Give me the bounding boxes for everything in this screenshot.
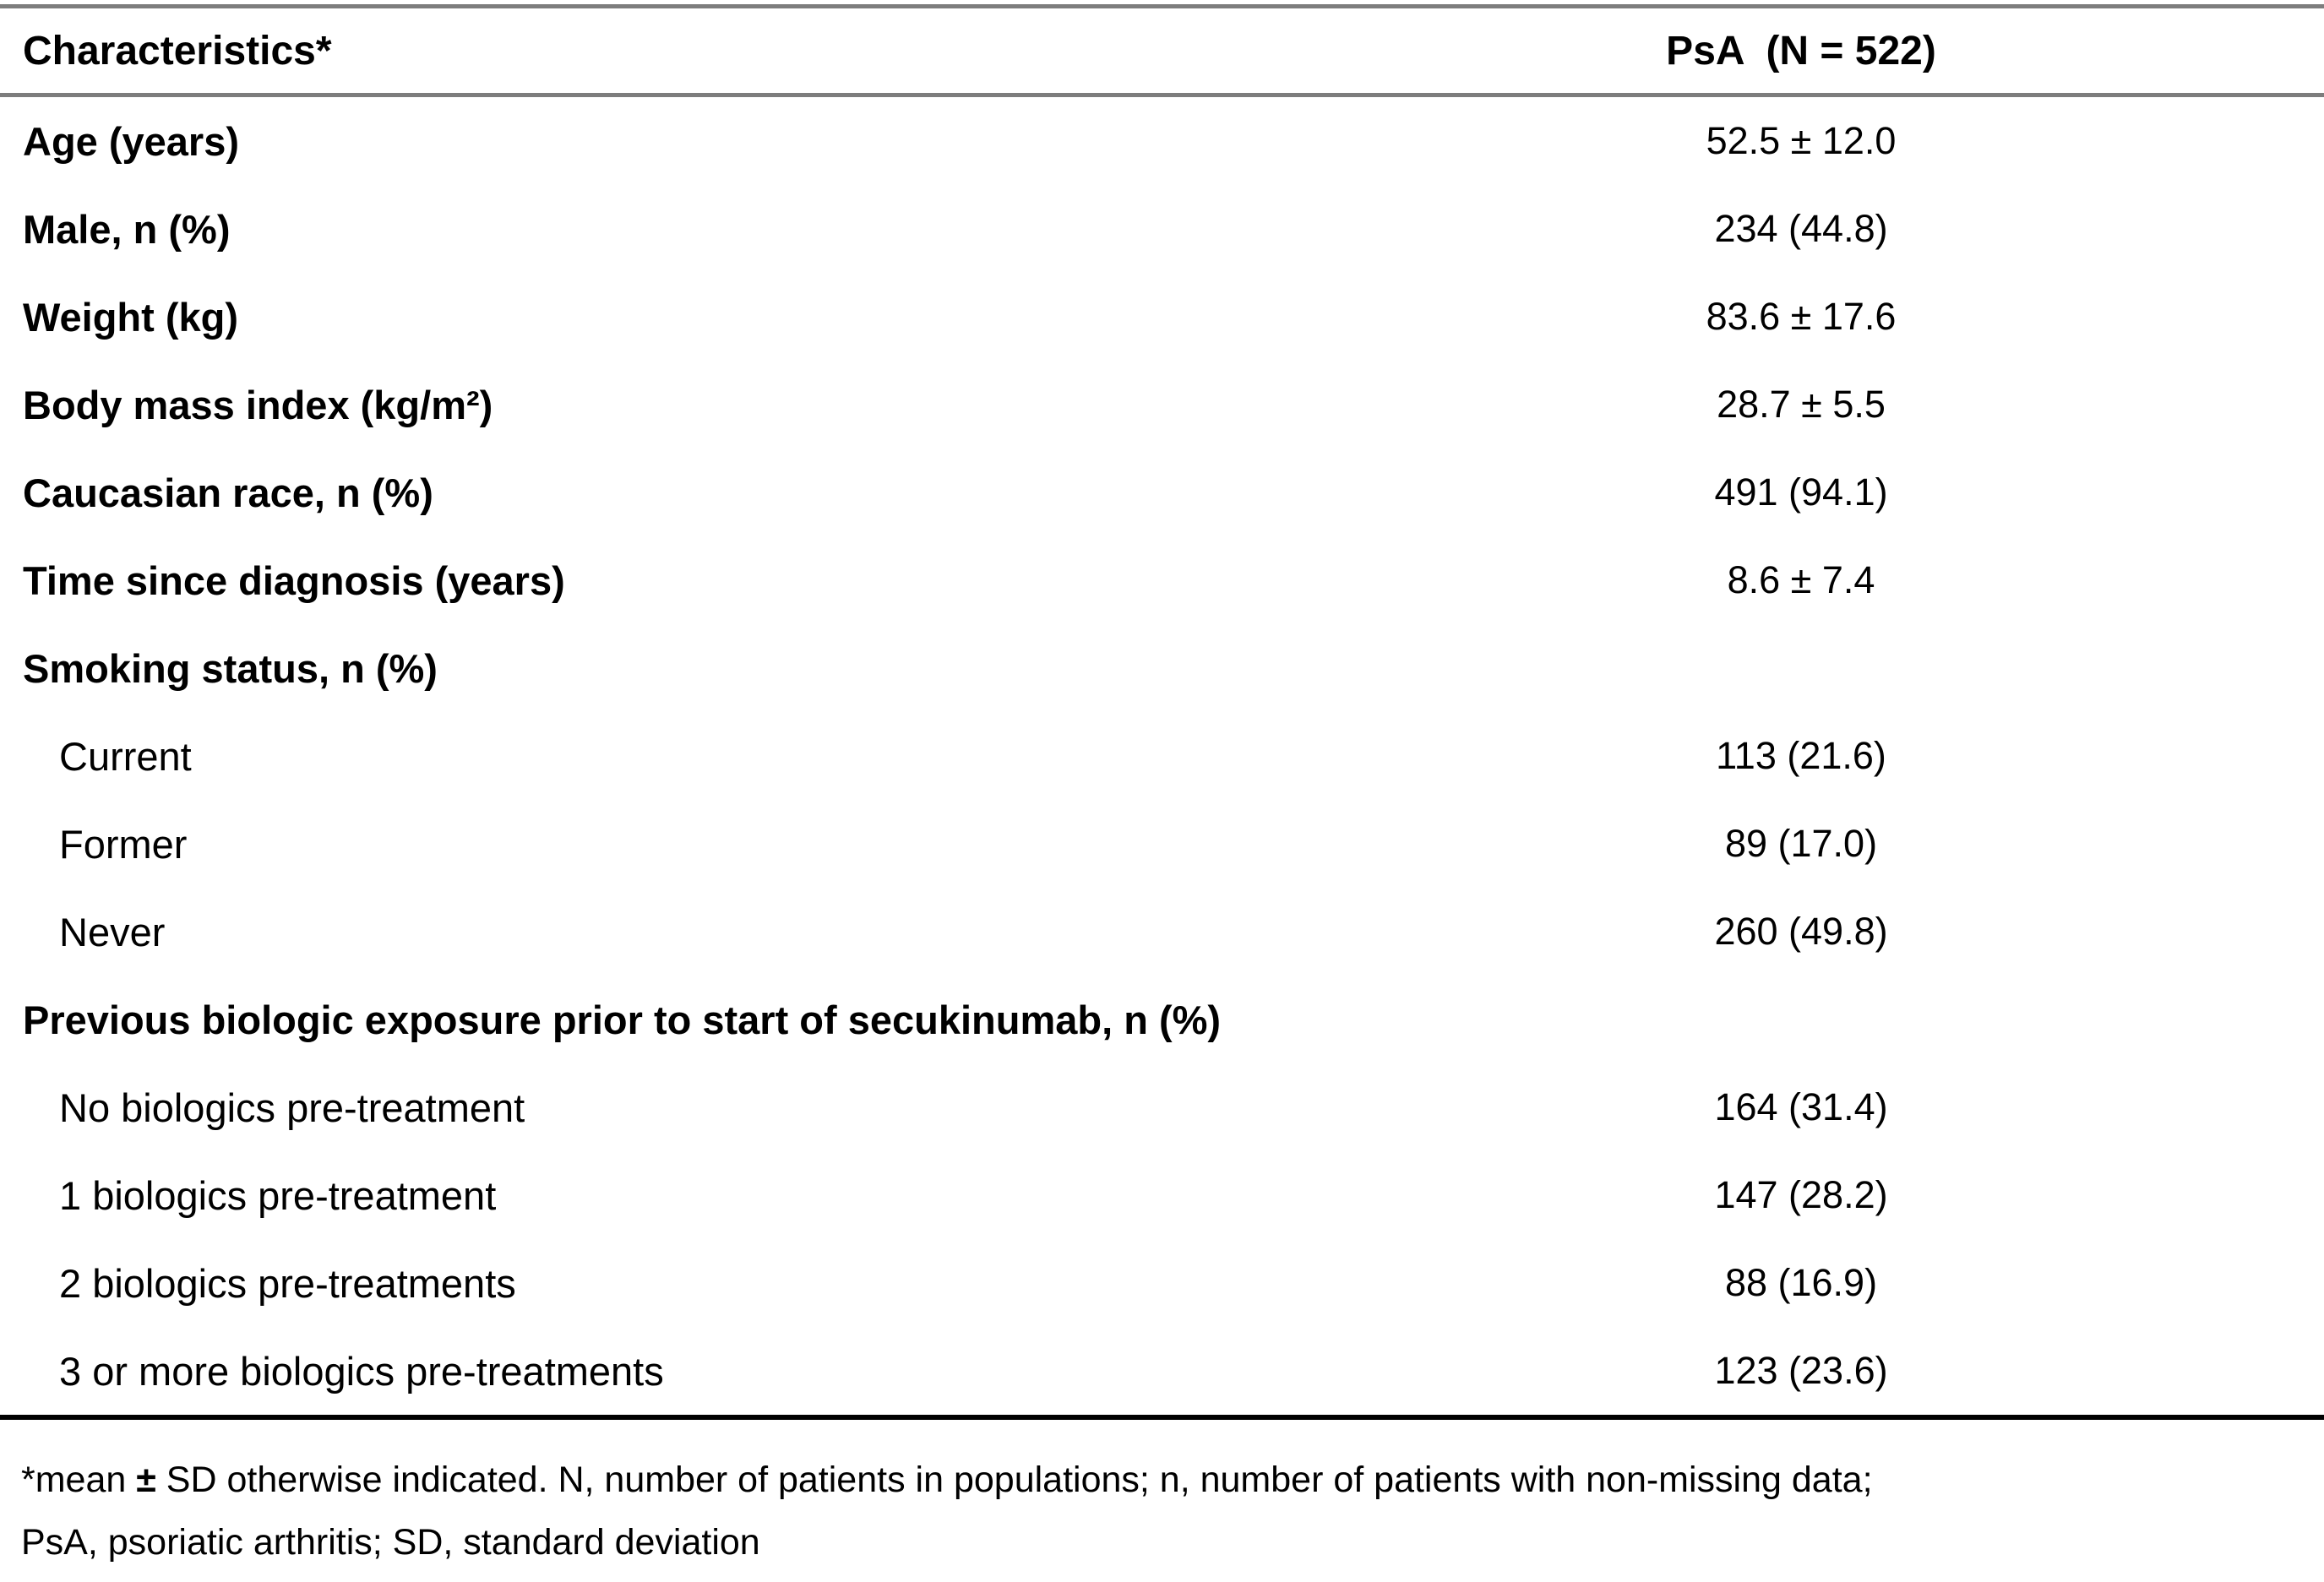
row-label: 3 or more biologics pre-treatments: [59, 1348, 664, 1394]
table-section-row-previous-biologic-exposure: [0, 976, 2324, 1063]
row-value: 113 (21.6): [1716, 734, 1886, 777]
table-row: [0, 1151, 2324, 1239]
row-value: 28.7 ± 5.5: [1717, 383, 1886, 426]
table-row: [0, 273, 2324, 361]
column-header-characteristics: Characteristics*: [0, 7, 1278, 95]
table-row: [0, 449, 2324, 536]
plus-minus-symbol: ±: [136, 1460, 156, 1500]
row-label: Current: [59, 733, 192, 779]
column-header-psa-n: PsA (N = 522): [1278, 7, 2324, 95]
table-row: [0, 888, 2324, 976]
row-value: 8.6 ± 7.4: [1727, 558, 1875, 601]
row-value: 83.6 ± 17.6: [1706, 295, 1897, 338]
row-label: Weight (kg): [23, 294, 238, 340]
row-label: Caucasian race, n (%): [23, 470, 433, 515]
table-row: [0, 1063, 2324, 1151]
table-row: [0, 361, 2324, 449]
row-label: Smoking status, n (%): [23, 645, 438, 691]
characteristics-table: [0, 4, 2324, 1420]
table-header-row: [0, 7, 2324, 95]
row-label: Body mass index (kg/m²): [23, 382, 493, 427]
footnote: [21, 1449, 2303, 1574]
row-label: 1 biologics pre-treatment: [59, 1172, 497, 1218]
footnote-line-2: PsA, psoriatic arthritis; SD, standard deviation: [21, 1522, 760, 1563]
row-value: 234 (44.8): [1714, 207, 1888, 250]
row-label: Age (years): [23, 118, 239, 164]
table-row: [0, 536, 2324, 624]
row-value: 147 (28.2): [1714, 1173, 1888, 1216]
row-value: 491 (94.1): [1714, 470, 1888, 514]
table-row: [0, 800, 2324, 888]
row-label: Male, n (%): [23, 206, 231, 252]
row-label: Time since diagnosis (years): [23, 557, 565, 603]
row-label: Never: [59, 909, 166, 954]
table-row: [0, 712, 2324, 800]
row-value: 52.5 ± 12.0: [1706, 119, 1897, 162]
table-section-row-smoking-status: [0, 624, 2324, 712]
row-value: 88 (16.9): [1724, 1261, 1878, 1304]
table-row: [0, 1239, 2324, 1327]
footnote-text: *mean: [21, 1460, 137, 1500]
table-row: [0, 95, 2324, 186]
row-label: 2 biologics pre-treatments: [59, 1260, 516, 1306]
row-value: 164 (31.4): [1714, 1085, 1888, 1128]
table-row: [0, 185, 2324, 273]
footnote-line-1: [21, 1449, 2303, 1511]
row-label: No biologics pre-treatment: [59, 1085, 525, 1130]
table-row: [0, 1327, 2324, 1417]
row-label: Former: [59, 821, 188, 867]
row-value: 260 (49.8): [1714, 910, 1888, 953]
footnote-text: SD otherwise indicated. N, number of patients in populations; n, number of patients with non-missing data;: [155, 1460, 1873, 1500]
row-label: Previous biologic exposure prior to start of secukinumab, n (%): [23, 997, 1222, 1042]
row-value: 89 (17.0): [1724, 822, 1878, 865]
row-value: 123 (23.6): [1714, 1349, 1888, 1392]
